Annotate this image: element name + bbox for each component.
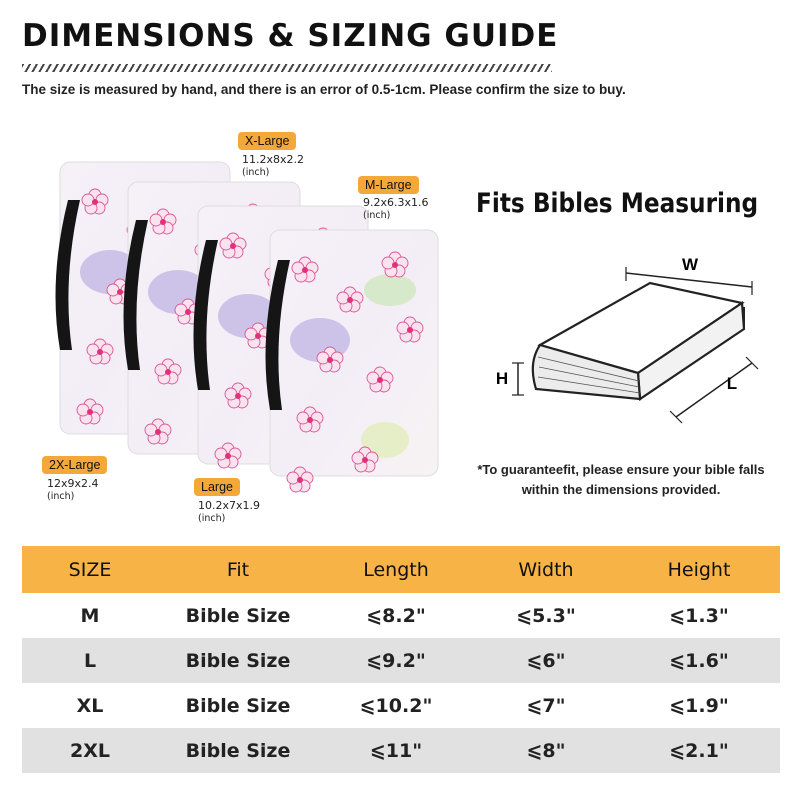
dims-xlarge-value: 11.2x8x2.2 — [242, 153, 305, 166]
cell-width: ⩽8" — [474, 728, 618, 773]
dims-2xlarge-unit: (inch) — [47, 491, 75, 502]
header-fit: Fit — [158, 546, 318, 593]
height-label: H — [495, 369, 509, 388]
table-row — [22, 728, 780, 773]
header-size: SIZE — [22, 546, 158, 593]
size-tag-2xlarge: 2X-Large — [42, 456, 107, 474]
cell-fit: Bible Size — [158, 728, 318, 773]
table-row — [22, 683, 780, 728]
size-tag-large: Large — [194, 478, 240, 496]
cell-length: ⩽11" — [318, 728, 474, 773]
cell-width: ⩽5.3" — [474, 593, 618, 638]
decorative-hatch-divider — [22, 64, 552, 72]
cell-fit: Bible Size — [158, 593, 318, 638]
dims-large-unit: (inch) — [198, 513, 226, 524]
fits-bibles-title: Fits Bibles Measuring — [476, 188, 759, 219]
dims-mlarge-value: 9.2x6.3x1.6 — [363, 196, 429, 209]
dims-2xlarge-value: 12x9x2.4 — [47, 477, 99, 490]
length-arrow — [676, 363, 752, 417]
header-height: Height — [618, 546, 780, 593]
dims-xlarge-unit: (inch) — [242, 167, 270, 178]
cell-fit: Bible Size — [158, 683, 318, 728]
cell-height: ⩽1.9" — [618, 683, 780, 728]
size-tag-mlarge: M-Large — [358, 176, 419, 194]
size-tag-xlarge: X-Large — [238, 132, 296, 150]
cell-size: 2XL — [22, 728, 158, 773]
note-line-1: *To guaranteefit, please ensure your bible falls — [477, 462, 765, 477]
dims-large-value: 10.2x7x1.9 — [198, 499, 261, 512]
cell-height: ⩽1.3" — [618, 593, 780, 638]
length-label: L — [726, 374, 738, 393]
table-header-row — [22, 546, 780, 593]
fit-guarantee-note — [456, 460, 786, 500]
page-title: DIMENSIONS & SIZING GUIDE — [22, 18, 559, 54]
cover-mlarge — [266, 230, 439, 492]
header-length: Length — [318, 546, 474, 593]
cell-height: ⩽1.6" — [618, 638, 780, 683]
size-dims-2xlarge — [47, 477, 99, 503]
measurement-disclaimer: The size is measured by hand, and there is an error of 0.5-1cm. Please confirm the size to buy. — [22, 82, 626, 97]
cell-width: ⩽6" — [474, 638, 618, 683]
cell-height: ⩽2.1" — [618, 728, 780, 773]
cell-fit: Bible Size — [158, 638, 318, 683]
cell-size: M — [22, 593, 158, 638]
dims-mlarge-unit: (inch) — [363, 210, 391, 221]
size-dims-mlarge — [363, 196, 429, 222]
book-dimension-diagram — [480, 245, 780, 445]
bible-covers-illustration — [30, 120, 460, 530]
cell-length: ⩽10.2" — [318, 683, 474, 728]
table-row — [22, 638, 780, 683]
size-dims-xlarge — [242, 153, 304, 179]
table-row — [22, 593, 780, 638]
cell-width: ⩽7" — [474, 683, 618, 728]
cell-size: XL — [22, 683, 158, 728]
header-width: Width — [474, 546, 618, 593]
cell-size: L — [22, 638, 158, 683]
size-chart-table — [22, 546, 780, 773]
note-line-2: within the dimensions provided. — [521, 482, 721, 497]
width-label: W — [681, 255, 699, 274]
size-dims-large — [198, 499, 260, 525]
cell-length: ⩽9.2" — [318, 638, 474, 683]
cell-length: ⩽8.2" — [318, 593, 474, 638]
